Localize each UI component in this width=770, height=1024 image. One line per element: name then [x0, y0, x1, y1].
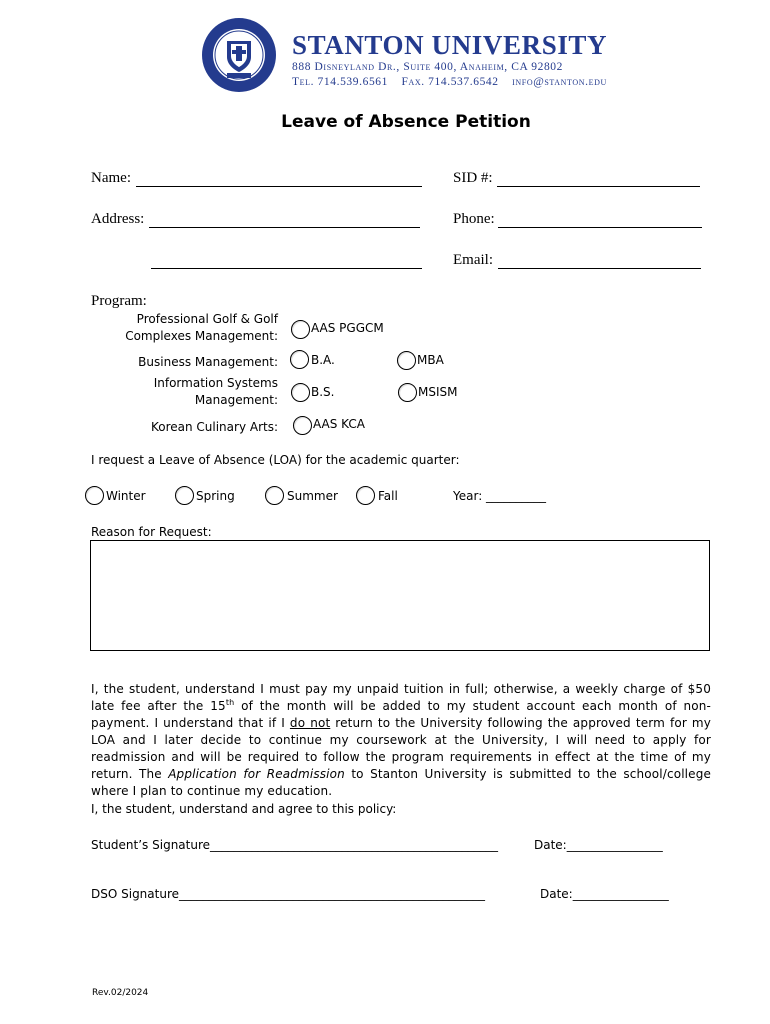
option-ba: B.A.: [311, 353, 335, 367]
reason-textarea[interactable]: [90, 540, 710, 651]
reason-label: Reason for Request:: [91, 525, 212, 539]
policy-text-2: of the month will be added to my student account each month of non-payment. I understand that if I: [91, 699, 711, 730]
bm-label: Business Management:: [138, 355, 278, 369]
policy-text-4: to Stanton University is submitted to the school/college where I plan to continue my education.: [91, 767, 711, 798]
address-line-2-field[interactable]: [151, 268, 422, 269]
radio-spring[interactable]: [175, 486, 194, 505]
kca-label: Korean Culinary Arts:: [150, 420, 278, 434]
radio-summer[interactable]: [265, 486, 284, 505]
university-fax: Fax. 714.537.6542: [401, 76, 499, 88]
option-winter: Winter: [106, 489, 146, 503]
is-label-line-1: Information Systems: [153, 376, 278, 390]
sid-field[interactable]: [497, 186, 700, 187]
phone-label: Phone:: [453, 211, 495, 227]
phone-field[interactable]: [498, 227, 702, 228]
option-msism: MSISM: [418, 385, 458, 399]
radio-fall[interactable]: [356, 486, 375, 505]
radio-msism[interactable]: [398, 383, 417, 402]
option-fall: Fall: [378, 489, 398, 503]
university-name: STANTON UNIVERSITY: [292, 30, 608, 60]
option-summer: Summer: [287, 489, 338, 503]
university-email: info@stanton.edu: [512, 76, 607, 88]
radio-mba[interactable]: [397, 351, 416, 370]
policy-agree: I, the student, understand and agree to this policy:: [91, 802, 397, 816]
quarter-prompt: I request a Leave of Absence (LOA) for the academic quarter:: [91, 453, 460, 467]
policy-paragraph: [91, 681, 711, 800]
sid-label: SID #:: [453, 170, 493, 186]
option-aas-pggcm: AAS PGGCM: [311, 321, 384, 335]
option-bs: B.S.: [311, 385, 335, 399]
address-field[interactable]: [149, 227, 420, 228]
program-heading: Program:: [91, 293, 147, 309]
student-signature-field[interactable]: Student’s Signature________________________________________________: [91, 838, 499, 852]
revision-label: Rev.02/2024: [92, 988, 149, 998]
form-title: Leave of Absence Petition: [281, 112, 531, 132]
policy-do-not: do not: [289, 716, 331, 730]
policy-superscript: th: [225, 698, 235, 707]
name-field[interactable]: [136, 186, 422, 187]
student-date-field[interactable]: Date:________________: [534, 838, 663, 852]
name-label: Name:: [91, 170, 131, 186]
radio-bs[interactable]: [291, 383, 310, 402]
university-seal: [201, 17, 277, 93]
is-label: [100, 375, 278, 409]
radio-aas-kca[interactable]: [293, 416, 312, 435]
radio-aas-pggcm[interactable]: [291, 320, 310, 339]
dso-signature-field[interactable]: DSO Signature___________________________________________________: [91, 887, 486, 901]
address-label: Address:: [91, 211, 145, 227]
email-field[interactable]: [498, 268, 701, 269]
pggcm-label: [100, 311, 278, 345]
radio-winter[interactable]: [85, 486, 104, 505]
year-field[interactable]: Year: __________: [453, 489, 547, 503]
radio-ba[interactable]: [290, 350, 309, 369]
is-label-line-2: Management:: [194, 393, 278, 407]
option-spring: Spring: [196, 489, 235, 503]
policy-application-name: Application for Readmission: [168, 767, 345, 781]
university-address: 888 Disneyland Dr., Suite 400, Anaheim, CA 92802: [292, 61, 564, 73]
university-contact: [292, 76, 617, 88]
university-tel: Tel. 714.539.6561: [292, 76, 388, 88]
dso-date-field[interactable]: Date:________________: [540, 887, 669, 901]
option-mba: MBA: [417, 353, 444, 367]
policy-text-1: I, the student, understand I must pay my unpaid tuition in full; otherwise, a weekly charge of $50 late fee after the 15: [91, 682, 711, 713]
option-aas-kca: AAS KCA: [313, 417, 365, 431]
pggcm-label-line-1: Professional Golf & Golf: [136, 312, 278, 326]
email-label: Email:: [453, 252, 493, 268]
pggcm-label-line-2: Complexes Management:: [125, 329, 278, 343]
policy-text-3: return to the University following the approved term for my LOA and I later decide to continue my coursework at the University, I will need to apply for readmission and will be required to follow the program requirements in effect at the time of my return. The: [91, 716, 711, 781]
